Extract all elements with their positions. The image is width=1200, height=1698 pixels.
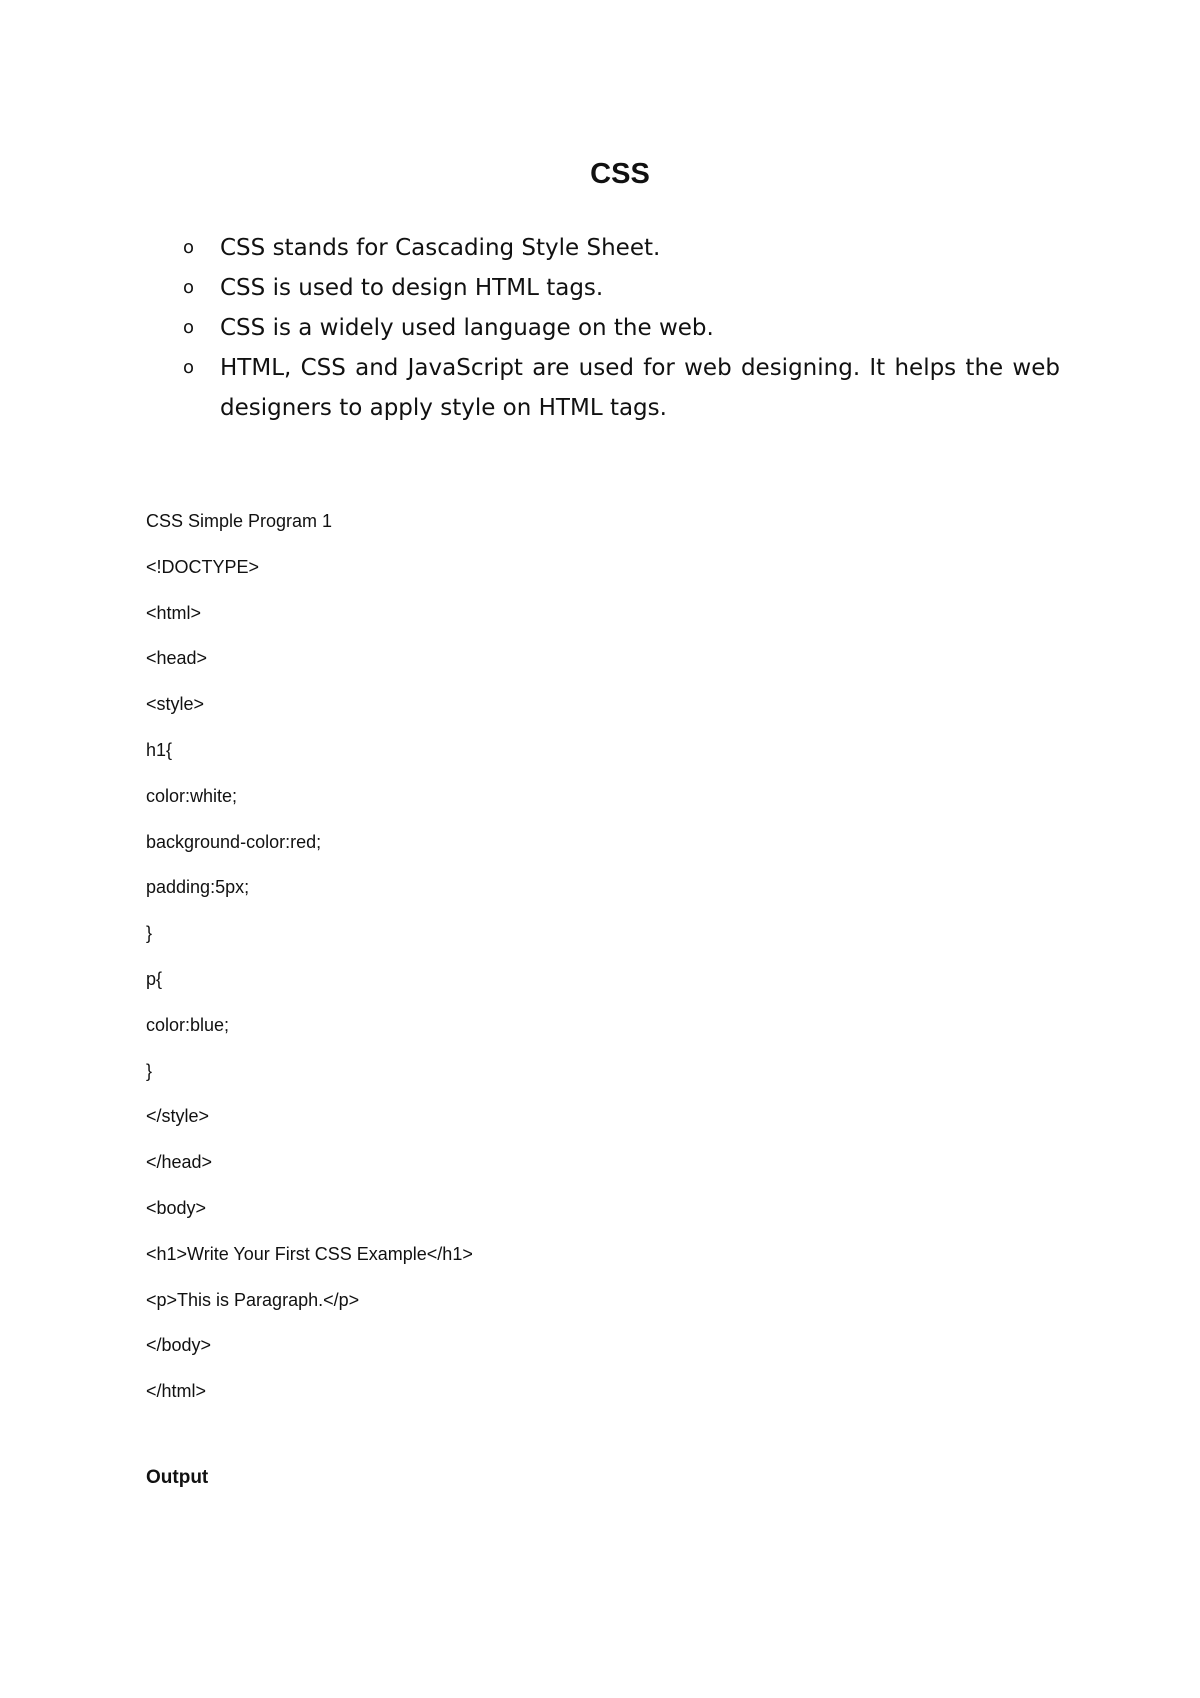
code-line: </body>: [146, 1335, 212, 1356]
code-line: <!DOCTYPE>: [146, 556, 260, 577]
bullet-text: CSS is used to design HTML tags.: [220, 275, 604, 301]
bullet-marker-icon: o: [183, 357, 195, 378]
code-line: background-color:red;: [146, 831, 322, 852]
code-line: </html>: [146, 1381, 207, 1402]
bullet-marker-icon: o: [183, 237, 195, 258]
code-line: <head>: [146, 648, 208, 669]
program-listing: [146, 506, 473, 1422]
code-line: }: [146, 923, 153, 944]
code-line: </style>: [146, 1106, 210, 1127]
code-line: }: [146, 1060, 153, 1081]
code-line: <body>: [146, 1197, 207, 1218]
list-item: [180, 268, 1060, 308]
bullet-text: CSS stands for Cascading Style Sheet.: [220, 235, 661, 261]
code-line: <html>: [146, 602, 202, 623]
code-line: <style>: [146, 694, 205, 715]
bullet-marker-icon: o: [183, 277, 195, 298]
code-line: <h1>Write Your First CSS Example</h1>: [146, 1243, 473, 1264]
program-heading: CSS Simple Program 1: [146, 511, 333, 531]
output-heading: Output: [146, 1467, 209, 1488]
code-line: h1{: [146, 739, 173, 760]
list-item: [180, 348, 1060, 428]
code-line: p{: [146, 968, 163, 989]
bullet-list: [180, 228, 1060, 428]
code-line: </head>: [146, 1152, 213, 1173]
page-title: CSS: [590, 158, 650, 190]
bullet-marker-icon: o: [183, 317, 195, 338]
bullet-text: CSS is a widely used language on the web.: [220, 315, 714, 341]
code-line: <p>This is Paragraph.</p>: [146, 1289, 360, 1310]
code-line: color:blue;: [146, 1014, 230, 1035]
list-item: [180, 308, 1060, 348]
list-item: [180, 228, 1060, 268]
code-line: padding:5px;: [146, 877, 250, 898]
bullet-text: HTML, CSS and JavaScript are used for web designing. It helps the web designers to apply style on HTML tags.: [220, 355, 1060, 421]
code-line: color:white;: [146, 785, 238, 806]
